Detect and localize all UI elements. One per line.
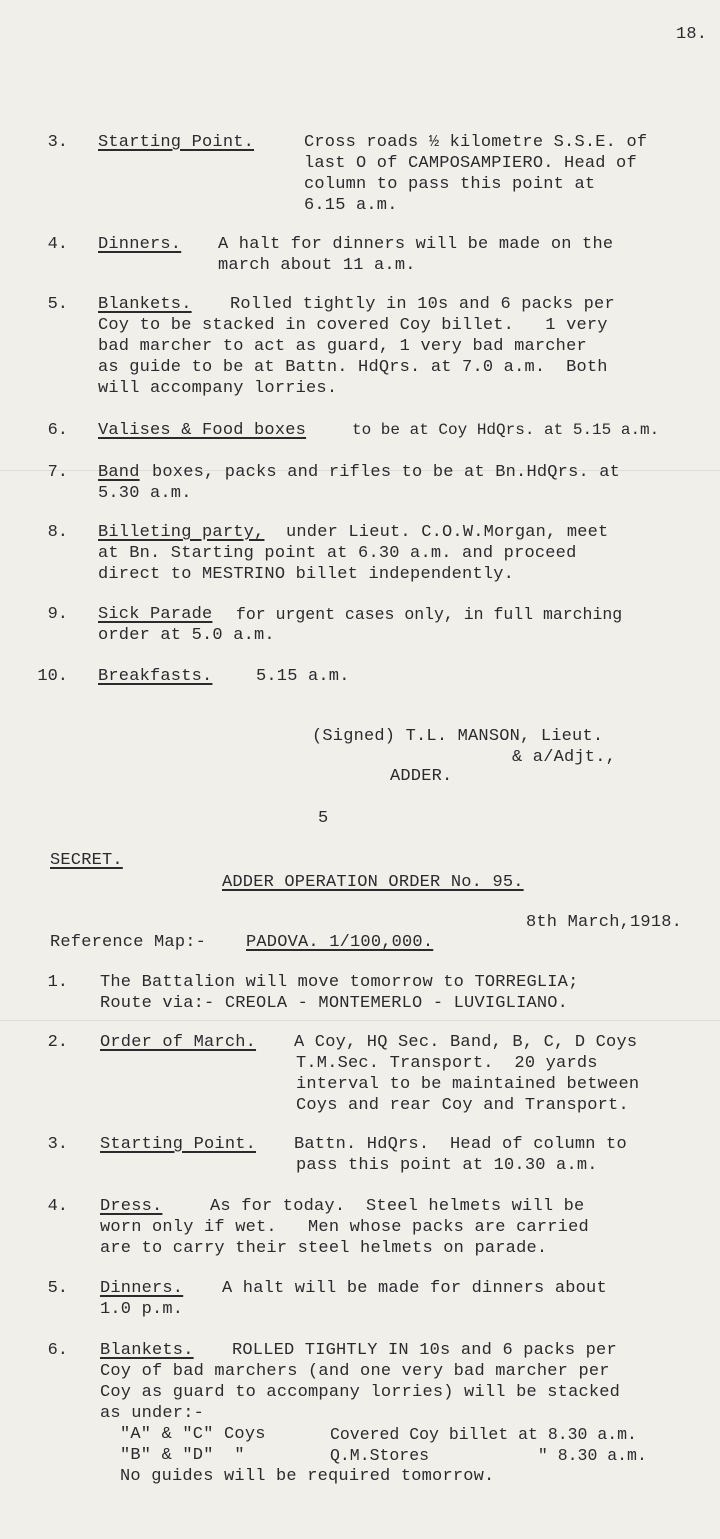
item-number: 5. (47, 295, 68, 314)
item-text-line: as under:- (100, 1404, 205, 1423)
item-heading: Starting Point. (100, 1135, 257, 1154)
table-row-place: Q.M.Stores " 8.30 a.m. (330, 1446, 647, 1465)
order-title: ADDER OPERATION ORDER No. 95. (222, 873, 524, 892)
item-text-line: A halt for dinners will be made on the (218, 235, 614, 254)
classification-label: SECRET. (50, 851, 123, 870)
item-heading: Dress. (100, 1197, 163, 1216)
item-text-line: A Coy, HQ Sec. Band, B, C, D Coys (294, 1033, 638, 1052)
item-heading: Blankets. (98, 295, 192, 314)
item-text-line: Battn. HdQrs. Head of column to (294, 1135, 627, 1154)
table-row-coys: "B" & "D" " (120, 1446, 245, 1465)
table-row-place: Covered Coy billet at 8.30 a.m. (330, 1425, 637, 1444)
item-number: 8. (47, 523, 68, 542)
item-text-line: to be at Coy HdQrs. at 5.15 a.m. (352, 421, 660, 439)
item-text-line: Cross roads ½ kilometre S.S.E. of (304, 133, 648, 152)
item-text-line: march about 11 a.m. (218, 256, 416, 275)
closing-note: No guides will be required tomorrow. (120, 1467, 495, 1486)
item-text-line: direct to MESTRINO billet independently. (98, 565, 515, 584)
item-heading: Blankets. (100, 1341, 194, 1360)
item-heading: Dinners. (98, 235, 182, 254)
item-number: 6. (47, 421, 68, 440)
item-number: 6. (47, 1341, 68, 1360)
item-number: 10. (37, 667, 68, 686)
item-text-line: pass this point at 10.30 a.m. (296, 1156, 598, 1175)
item-text-line: Route via:- CREOLA - MONTEMERLO - LUVIGLIANO. (100, 994, 569, 1013)
item-heading: Breakfasts. (98, 667, 213, 686)
item-text-line: under Lieut. C.O.W.Morgan, meet (286, 523, 609, 542)
reference-label: Reference Map:- (50, 933, 207, 952)
item-text-line: Coy of bad marchers (and one very bad marcher per (100, 1362, 610, 1381)
item-number: 5. (47, 1279, 68, 1298)
item-heading: Billeting party, (98, 523, 265, 542)
item-text-line: are to carry their steel helmets on parade. (100, 1239, 548, 1258)
separator-number: 5 (318, 809, 329, 828)
item-text-line: T.M.Sec. Transport. 20 yards (296, 1054, 598, 1073)
item-number: 2. (47, 1033, 68, 1052)
item-text-line: Coy to be stacked in covered Coy billet. 1 very (98, 316, 608, 335)
item-text-line: boxes, packs and rifles to be at Bn.HdQrs. at (152, 463, 621, 482)
item-text-line: last O of CAMPOSAMPIERO. Head of (304, 154, 637, 173)
signature-line: (Signed) T.L. MANSON, Lieut. (312, 727, 604, 746)
item-text-line: will accompany lorries. (98, 379, 338, 398)
item-text-line: 1.0 p.m. (100, 1300, 184, 1319)
item-heading: Band (98, 463, 140, 482)
signature-unit: ADDER. (390, 767, 453, 786)
item-number: 1. (47, 973, 68, 992)
item-text-line: worn only if wet. Men whose packs are carried (100, 1218, 589, 1237)
item-text-line: at Bn. Starting point at 6.30 a.m. and proceed (98, 544, 577, 563)
item-text-line: interval to be maintained between (296, 1075, 640, 1094)
item-number: 3. (47, 1135, 68, 1154)
item-number: 4. (47, 1197, 68, 1216)
item-text-line: The Battalion will move tomorrow to TORREGLIA; (100, 973, 579, 992)
signature-title: & a/Adjt., (512, 748, 617, 767)
item-heading: Sick Parade (98, 605, 213, 624)
item-heading: Order of March. (100, 1033, 257, 1052)
page-number: 18. (676, 25, 708, 44)
item-number: 7. (47, 463, 68, 482)
item-text-line: 5.30 a.m. (98, 484, 192, 503)
reference-map: PADOVA. 1/100,000. (246, 933, 434, 952)
item-text-line: column to pass this point at (304, 175, 596, 194)
order-date: 8th March,1918. (526, 913, 683, 932)
item-text-line: Rolled tightly in 10s and 6 packs per (230, 295, 615, 314)
item-number: 3. (47, 133, 68, 152)
item-text-line: bad marcher to act as guard, 1 very bad marcher (98, 337, 587, 356)
item-text-line: 5.15 a.m. (256, 667, 350, 686)
item-text-line: Coy as guard to accompany lorries) will be stacked (100, 1383, 621, 1402)
item-text-line: As for today. Steel helmets will be (210, 1197, 585, 1216)
item-text-line: ROLLED TIGHTLY IN 10s and 6 packs per (232, 1341, 617, 1360)
item-text-line: A halt will be made for dinners about (222, 1279, 607, 1298)
item-heading: Valises & Food boxes (98, 421, 307, 440)
item-number: 9. (47, 605, 68, 624)
item-number: 4. (47, 235, 68, 254)
item-heading: Starting Point. (98, 133, 255, 152)
item-text-line: as guide to be at Battn. HdQrs. at 7.0 a.m. Both (98, 358, 608, 377)
item-text-line: order at 5.0 a.m. (98, 626, 275, 645)
table-row-coys: "A" & "C" Coys (120, 1425, 266, 1444)
item-heading: Dinners. (100, 1279, 184, 1298)
item-text-line: 6.15 a.m. (304, 196, 398, 215)
paper-fold-line (0, 1020, 720, 1021)
item-text-line: Coys and rear Coy and Transport. (296, 1096, 629, 1115)
item-text-line: for urgent cases only, in full marching (236, 605, 623, 624)
